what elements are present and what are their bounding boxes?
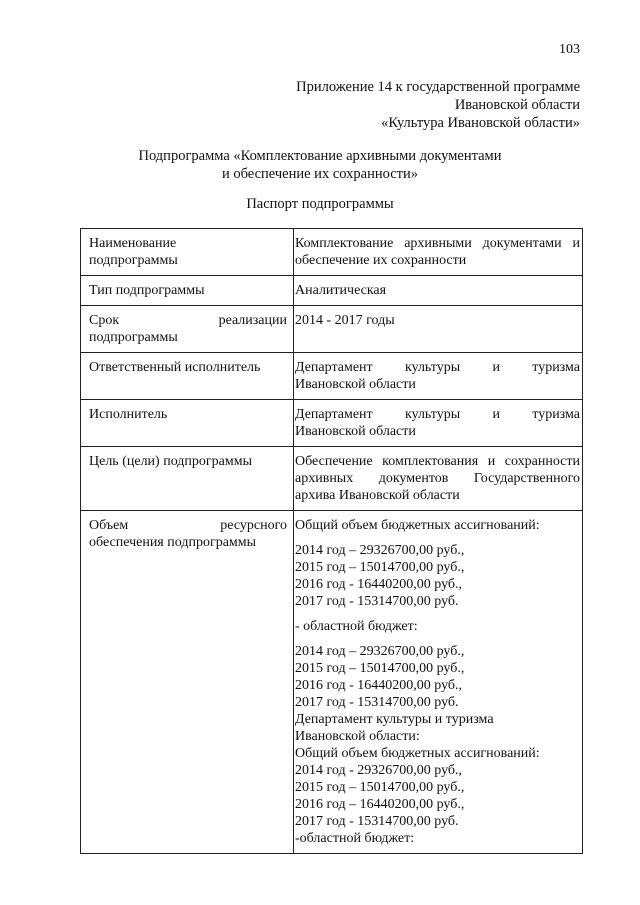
label-line: Наименование bbox=[89, 236, 177, 251]
appendix-line: Приложение 14 к государственной программе bbox=[296, 79, 580, 95]
passport-title: Паспорт подпрограммы bbox=[246, 196, 394, 212]
funding-year: 2015 год – 15014700,00 руб., bbox=[295, 661, 465, 676]
row-label bbox=[81, 229, 294, 276]
row-label: Ответственный исполнитель bbox=[81, 353, 294, 400]
row-value bbox=[294, 400, 583, 447]
table-row bbox=[81, 229, 583, 276]
row-label: Тип подпрограммы bbox=[81, 276, 294, 306]
funding-year: 2016 год - 16440200,00 руб., bbox=[295, 577, 463, 592]
appendix-header bbox=[296, 78, 580, 132]
funding-year: 2017 год - 15314700,00 руб. bbox=[295, 594, 459, 609]
funding-year: 2016 год - 16440200,00 руб., bbox=[295, 678, 463, 693]
funding-header: Общий объем бюджетных ассигнований: bbox=[295, 746, 540, 761]
funding-year: 2014 год – 29326700,00 руб., bbox=[295, 543, 465, 558]
row-value bbox=[294, 447, 583, 511]
row-value bbox=[294, 229, 583, 276]
row-value: Аналитическая bbox=[294, 276, 583, 306]
row-value: 2014 - 2017 годы bbox=[294, 306, 583, 353]
table-row bbox=[81, 511, 583, 854]
label-line: подпрограммы bbox=[89, 253, 178, 268]
table-row bbox=[81, 400, 583, 447]
row-label: Цель (цели) подпрограммы bbox=[81, 447, 294, 511]
funding-year: 2015 год – 15014700,00 руб., bbox=[295, 780, 465, 795]
row-value bbox=[294, 353, 583, 400]
department-line: Департамент культуры и туризма bbox=[295, 712, 494, 727]
funding-year: 2014 год - 29326700,00 руб., bbox=[295, 763, 463, 778]
value-line: Ивановской области bbox=[295, 424, 416, 439]
label-line: подпрограммы bbox=[89, 330, 178, 345]
row-value bbox=[294, 511, 583, 854]
label-line: обеспечения подпрограммы bbox=[89, 535, 257, 550]
funding-header: - областной бюджет: bbox=[295, 619, 418, 634]
row-label: Исполнитель bbox=[81, 400, 294, 447]
value-line: Ивановской области bbox=[295, 377, 416, 392]
funding-header: Общий объем бюджетных ассигнований: bbox=[295, 518, 540, 533]
table-row bbox=[81, 306, 583, 353]
label-line: Срок реализации bbox=[89, 313, 287, 328]
label-line: Объем ресурсного bbox=[89, 518, 287, 533]
table-row bbox=[81, 353, 583, 400]
funding-header: -областной бюджет: bbox=[295, 831, 415, 846]
value-line: архивных документов Государственного bbox=[295, 471, 580, 486]
subprogram-title-line: Подпрограмма «Комплектование архивными документами bbox=[138, 148, 502, 164]
value-line: обеспечение их сохранности bbox=[295, 253, 467, 268]
funding-year: 2017 год - 15314700,00 руб. bbox=[295, 695, 459, 710]
appendix-line: Ивановской области bbox=[454, 97, 580, 113]
table-row bbox=[81, 447, 583, 511]
funding-year: 2015 год – 15014700,00 руб., bbox=[295, 560, 465, 575]
subprogram-title-line: и обеспечение их сохранности» bbox=[221, 166, 418, 182]
row-label bbox=[81, 511, 294, 854]
value-line: Комплектование архивными документами и bbox=[295, 236, 580, 251]
value-line: архива Ивановской области bbox=[295, 488, 460, 503]
subprogram-title bbox=[0, 147, 640, 183]
funding-year: 2016 год – 16440200,00 руб., bbox=[295, 797, 465, 812]
row-label bbox=[81, 306, 294, 353]
page-number: 103 bbox=[559, 42, 580, 57]
table-row bbox=[81, 276, 583, 306]
appendix-line: «Культура Ивановской области» bbox=[381, 115, 580, 131]
value-line: Департамент культуры и туризма bbox=[295, 407, 580, 422]
value-line: Департамент культуры и туризма bbox=[295, 360, 580, 375]
passport-table bbox=[80, 228, 583, 854]
value-line: Обеспечение комплектования и сохранности bbox=[295, 454, 580, 469]
department-line: Ивановской области: bbox=[295, 729, 420, 744]
funding-year: 2017 год - 15314700,00 руб. bbox=[295, 814, 459, 829]
funding-year: 2014 год – 29326700,00 руб., bbox=[295, 644, 465, 659]
